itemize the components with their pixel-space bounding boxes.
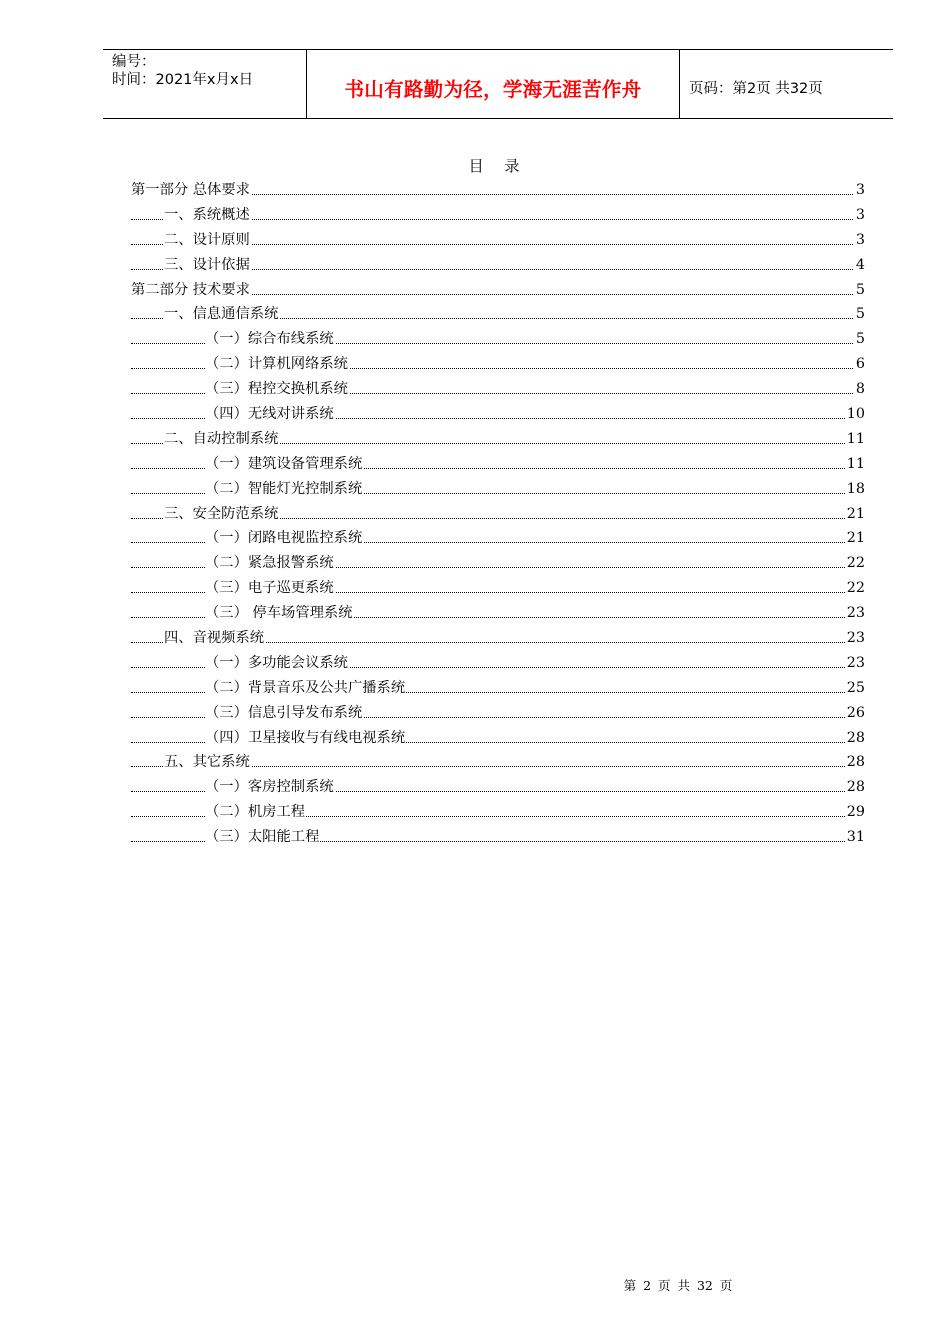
toc-entry[interactable] [131,601,865,626]
toc-entry-label: （三）信息引导发布系统 [205,701,363,726]
table-of-contents [131,178,865,850]
toc-entry[interactable] [131,726,865,751]
toc-entry-label: 二、自动控制系统 [164,427,279,452]
toc-entry-page: 10 [845,402,865,427]
toc-entry-label: 第一部分 总体要求 [131,178,251,203]
toc-entry-page: 29 [845,800,865,825]
toc-entry-page: 5 [854,327,865,352]
toc-entry-page: 28 [845,726,865,751]
toc-entry[interactable] [131,452,865,477]
toc-entry-page: 31 [845,825,865,850]
toc-entry-page: 23 [845,651,865,676]
toc-entry-page: 22 [845,576,865,601]
toc-entry[interactable] [131,477,865,502]
toc-entry-label: （二）背景音乐及公共广播系统 [205,676,406,701]
toc-entry-label: 第二部分 技术要求 [131,278,251,303]
toc-entry-page: 18 [845,477,865,502]
header-page-cell [680,50,893,118]
toc-entry-page: 11 [845,427,865,452]
toc-entry-label: 四、音视频系统 [164,626,265,651]
toc-entry-page: 5 [854,278,865,303]
toc-entry-label: （三）程控交换机系统 [205,377,349,402]
toc-entry-label: （三）电子巡更系统 [205,576,335,601]
toc-entry[interactable] [131,775,865,800]
toc-entry[interactable] [131,352,865,377]
toc-entry-label: （一）综合布线系统 [205,327,335,352]
page-footer: 第 2 页 共 32 页 [623,1278,733,1293]
toc-entry-label: （一）多功能会议系统 [205,651,349,676]
toc-entry-page: 21 [845,526,865,551]
toc-entry-page: 3 [854,178,865,203]
toc-entry-label: （一）客房控制系统 [205,775,335,800]
toc-entry-label: 一、信息通信系统 [164,302,279,327]
toc-title: 目 录 [468,157,528,175]
header-motto-cell [306,50,680,118]
page-header [103,49,893,119]
toc-entry-page: 25 [845,676,865,701]
toc-entry[interactable] [131,502,865,527]
toc-entry-label: 一、系统概述 [164,203,251,228]
toc-entry-label: 二、设计原则 [164,228,251,253]
header-meta-cell [103,50,306,118]
toc-entry[interactable] [131,551,865,576]
toc-entry[interactable] [131,302,865,327]
toc-entry-page: 3 [854,203,865,228]
header-page-info: 页码：第2页 共32页 [689,81,823,97]
header-motto: 书山有路勤为径，学海无涯苦作舟 [344,78,642,101]
toc-entry-page: 6 [854,352,865,377]
toc-entry-label: （二）紧急报警系统 [205,551,335,576]
toc-entry-label: （四）无线对讲系统 [205,402,335,427]
toc-entry[interactable] [131,402,865,427]
toc-entry-label: （二）机房工程 [205,800,306,825]
toc-entry[interactable] [131,203,865,228]
toc-entry-label: （三）太阳能工程 [205,825,320,850]
toc-entry-page: 21 [845,502,865,527]
toc-entry-page: 5 [854,302,865,327]
toc-entry-label: 三、设计依据 [164,253,251,278]
toc-entry-label: （二）计算机网络系统 [205,352,349,377]
toc-entry[interactable] [131,800,865,825]
toc-entry-page: 28 [845,750,865,775]
toc-entry-label: （三） 停车场管理系统 [205,601,354,626]
toc-entry[interactable] [131,253,865,278]
toc-entry-label: （二）智能灯光控制系统 [205,477,363,502]
toc-entry[interactable] [131,750,865,775]
toc-entry[interactable] [131,377,865,402]
toc-entry-page: 4 [854,253,865,278]
toc-entry[interactable] [131,701,865,726]
toc-entry-page: 11 [845,452,865,477]
toc-entry[interactable] [131,626,865,651]
toc-entry[interactable] [131,178,865,203]
toc-entry-page: 8 [854,377,865,402]
toc-entry-label: 五、其它系统 [164,750,251,775]
toc-entry[interactable] [131,327,865,352]
toc-entry-label: 三、安全防范系统 [164,502,279,527]
toc-entry[interactable] [131,825,865,850]
toc-entry[interactable] [131,651,865,676]
document-date: 时间：2021年x月x日 [112,72,254,88]
toc-entry[interactable] [131,427,865,452]
toc-entry-page: 26 [845,701,865,726]
toc-entry[interactable] [131,576,865,601]
toc-entry[interactable] [131,526,865,551]
toc-entry[interactable] [131,278,865,303]
toc-entry-page: 3 [854,228,865,253]
toc-entry[interactable] [131,228,865,253]
document-number-label: 编号： [112,54,156,70]
toc-entry-page: 22 [845,551,865,576]
toc-entry-label: （四）卫星接收与有线电视系统 [205,726,406,751]
toc-entry-label: （一）建筑设备管理系统 [205,452,363,477]
toc-entry[interactable] [131,676,865,701]
toc-entry-page: 23 [845,601,865,626]
toc-entry-label: （一）闭路电视监控系统 [205,526,363,551]
toc-entry-page: 28 [845,775,865,800]
toc-entry-page: 23 [845,626,865,651]
